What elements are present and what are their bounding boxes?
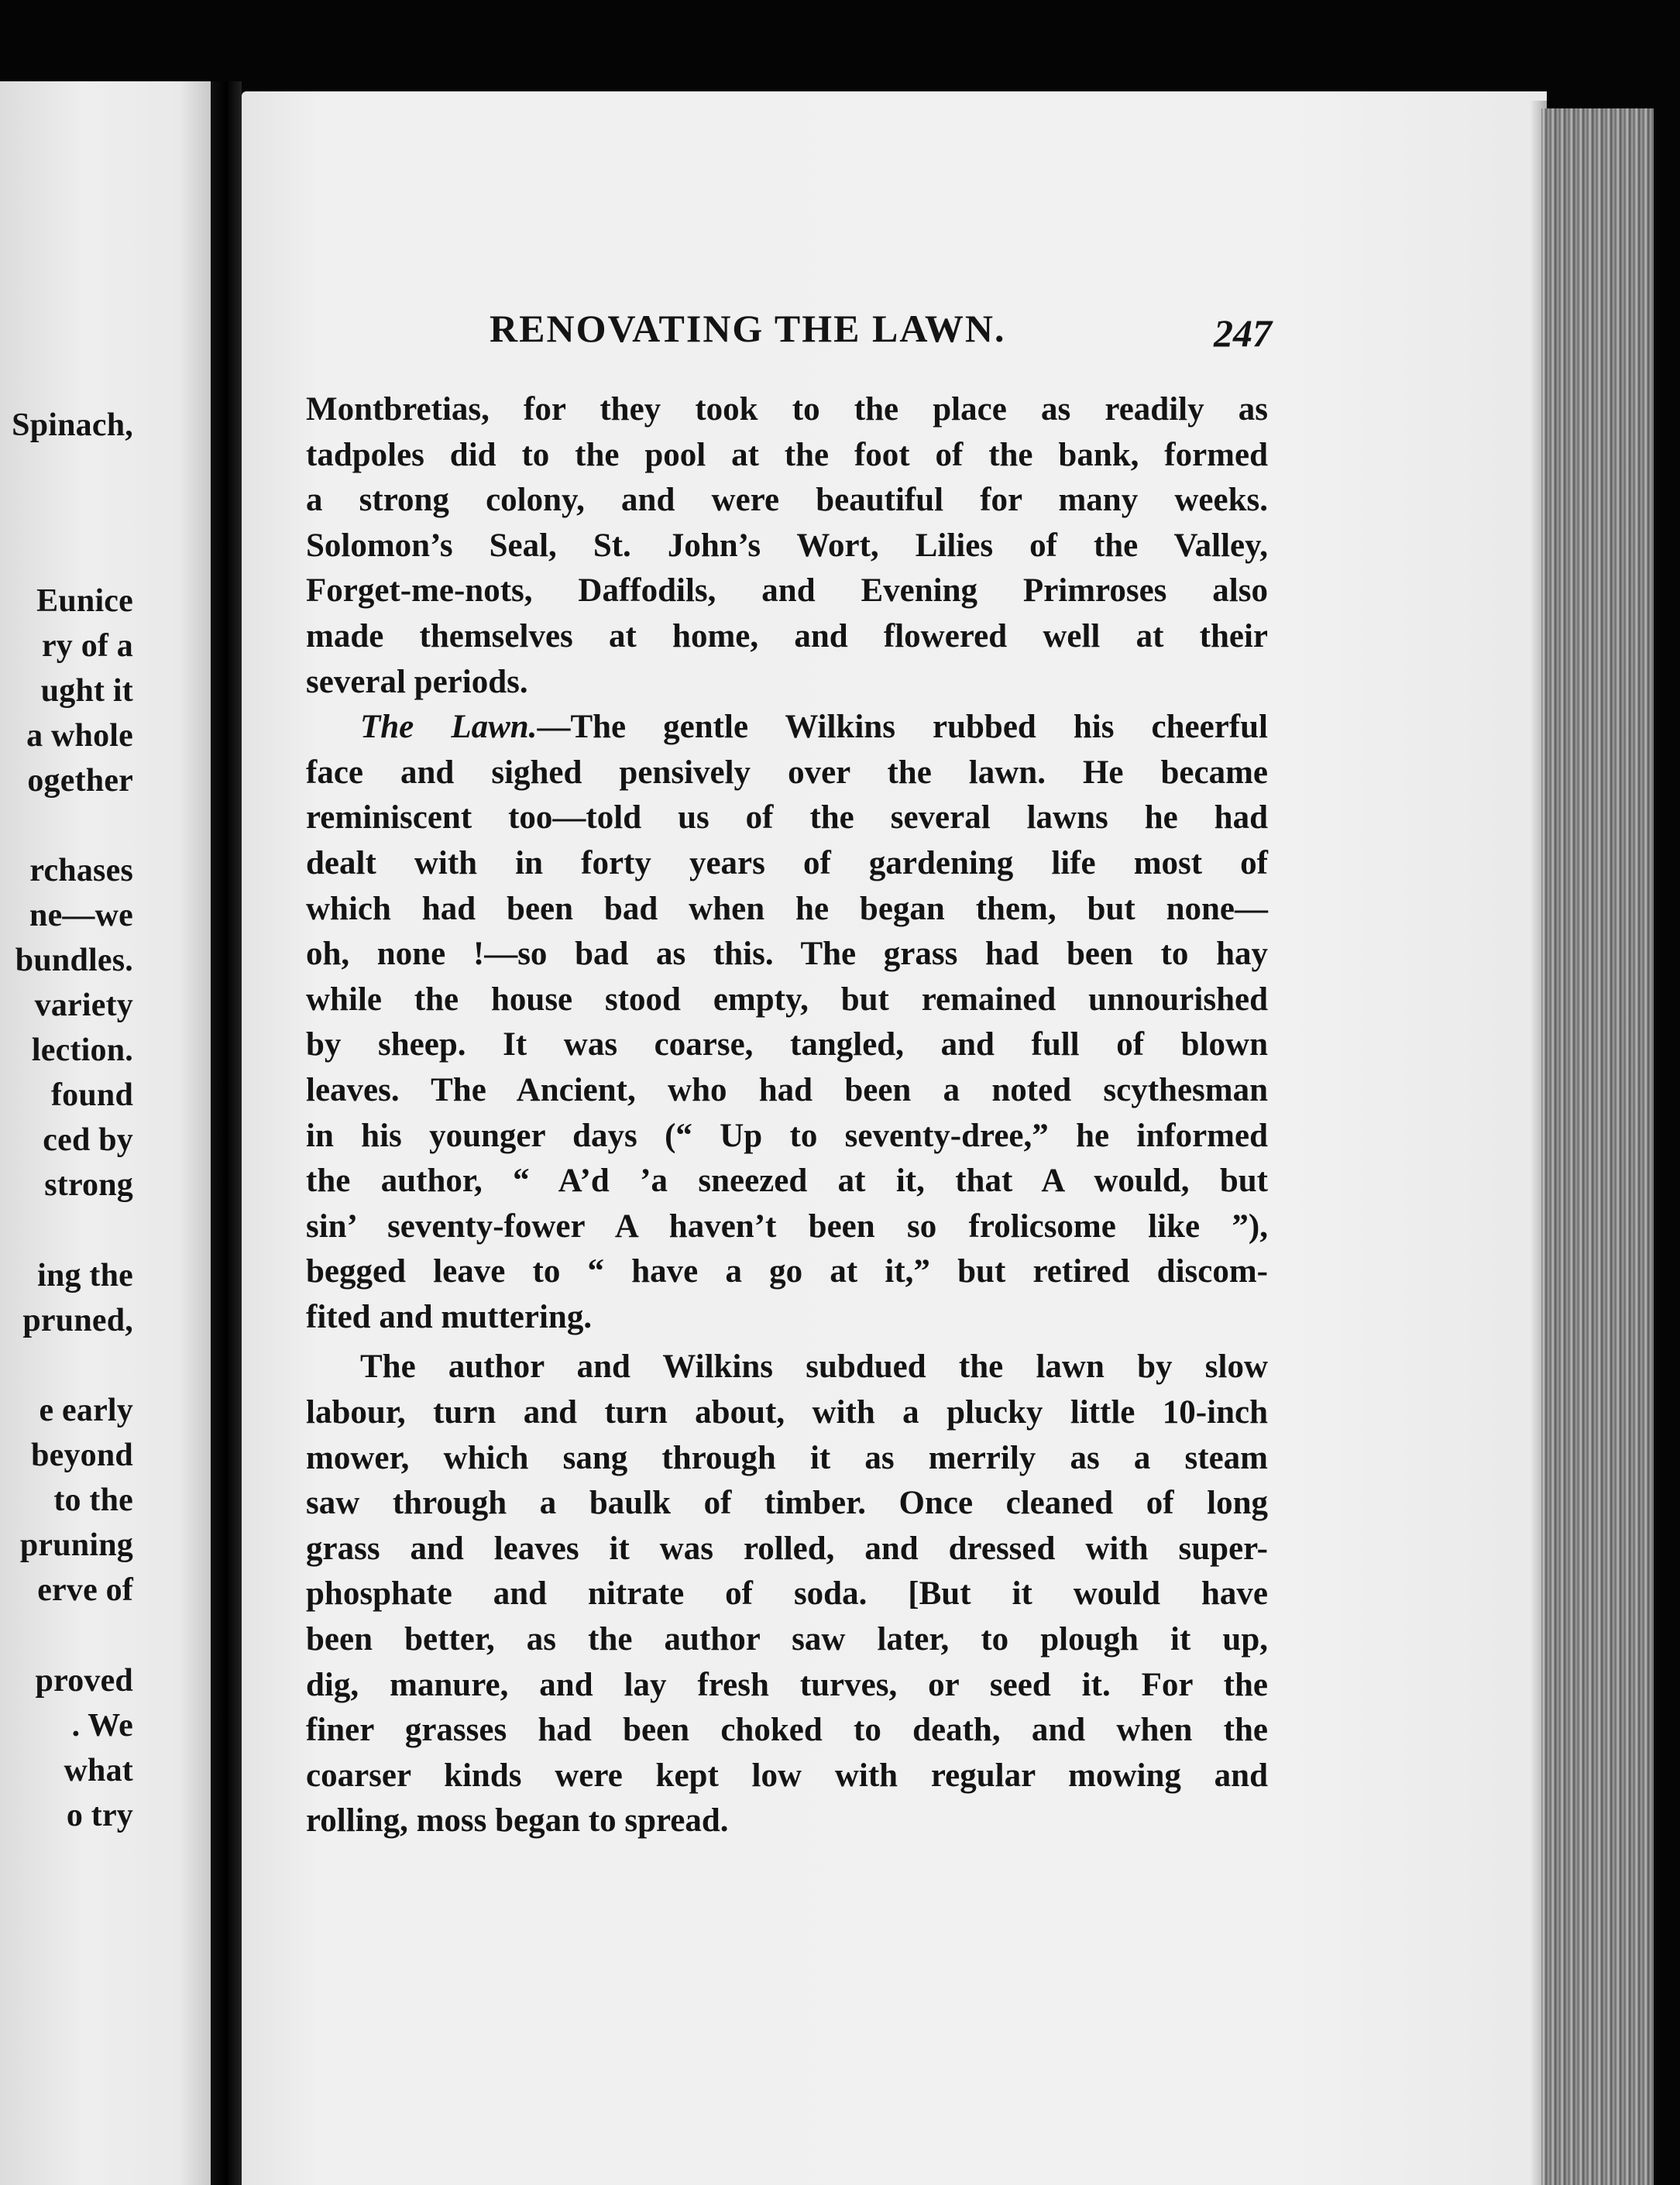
text-line: reminiscent too—told us of the several lawns he had: [306, 799, 1268, 837]
facing-page-left: [0, 81, 211, 2185]
left-page-line: Eunice: [36, 583, 133, 619]
text-line: in his younger days (“ Up to seventy-dree,” he informed: [306, 1117, 1268, 1154]
left-page-line: rchases: [29, 853, 133, 888]
left-page-line: . We: [71, 1708, 133, 1744]
left-page-line: e early: [39, 1393, 133, 1428]
left-page-line: what: [64, 1753, 133, 1788]
text-line: oh, none !—so bad as this. The grass had been to hay: [306, 936, 1268, 973]
left-page-line: a whole: [26, 718, 133, 754]
page-header: [490, 306, 1272, 360]
left-page-line: to the: [53, 1482, 133, 1518]
text-line: mower, which sang through it as merrily as a steam: [306, 1439, 1268, 1476]
left-page-line: beyond: [31, 1438, 133, 1473]
text-line: finer grasses had been choked to death, and when the: [306, 1712, 1268, 1749]
text-line: dealt with in forty years of gardening life most of: [306, 844, 1268, 881]
body-text: [306, 387, 1268, 1844]
left-page-line: ry of a: [41, 628, 133, 664]
left-page-line: variety: [34, 988, 133, 1023]
text-line: leaves. The Ancient, who had been a noted scythesman: [306, 1071, 1268, 1108]
text-line: while the house stood empty, but remained unnourished: [306, 981, 1268, 1018]
text-line: Forget-me-nots, Daffodils, and Evening Primroses also: [306, 572, 1268, 610]
text-line: phosphate and nitrate of soda. [But it would have: [306, 1575, 1268, 1613]
left-page-line: ogether: [27, 763, 133, 799]
left-page-line: lection.: [31, 1032, 133, 1068]
left-page-line: bundles.: [15, 943, 133, 978]
text-line: saw through a baulk of timber. Once cleaned of long: [306, 1485, 1268, 1522]
left-page-line: ing the: [37, 1258, 133, 1293]
text-line: tadpoles did to the pool at the foot of the bank, formed: [306, 436, 1268, 473]
left-page-line: found: [50, 1077, 133, 1113]
running-title: RENOVATING THE LAWN.: [490, 307, 1006, 350]
text-line: sin’ seventy-fower A haven’t been so frolicsome like ”),: [306, 1208, 1268, 1245]
section-heading-the-lawn: The Lawn.: [360, 709, 538, 746]
text-line-lawn-heading: [306, 705, 1268, 751]
left-page-line: strong: [44, 1167, 133, 1203]
text-line: coarser kinds were kept low with regular mowing and: [306, 1757, 1268, 1794]
text-line: dig, manure, and lay fresh turves, or seed it. For the: [306, 1666, 1268, 1703]
left-page-line: ced by: [43, 1122, 133, 1158]
text-line: labour, turn and turn about, with a plucky little 10-inch: [306, 1394, 1268, 1431]
text-line: begged leave to “ have a go at it,” but retired discom-: [306, 1253, 1268, 1290]
text-line: been better, as the author saw later, to plough it up,: [306, 1621, 1268, 1658]
text-line: which had been bad when he began them, but none—: [306, 890, 1268, 927]
text-line: the author, “ A’d ’a sneezed at it, that A would, but: [306, 1163, 1268, 1200]
page-edges: [1541, 108, 1654, 2185]
text-line: several periods.: [306, 663, 528, 700]
left-page-line: pruning: [19, 1527, 133, 1563]
text-line-continuation: —The gentle Wilkins rubbed his cheerful: [537, 709, 1268, 746]
left-page-line: erve of: [37, 1572, 133, 1608]
text-line: face and sighed pensively over the lawn. He became: [306, 754, 1268, 791]
text-line: grass and leaves it was rolled, and dressed with super-: [306, 1530, 1268, 1567]
text-line: Solomon’s Seal, St. John’s Wort, Lilies of the Valley,: [306, 527, 1268, 564]
left-page-line: pruned,: [22, 1303, 133, 1338]
left-page-line: ught it: [40, 673, 133, 709]
page-number: 247: [1214, 311, 1272, 355]
left-page-line: Spinach,: [12, 407, 133, 443]
text-line: by sheep. It was coarse, tangled, and full of blown: [306, 1026, 1268, 1063]
text-line: made themselves at home, and flowered well at their: [306, 617, 1268, 654]
text-line: fited and muttering.: [306, 1298, 593, 1335]
book-gutter: [211, 81, 242, 2185]
text-line: The author and Wilkins subdued the lawn by slow: [360, 1348, 1268, 1386]
text-line: rolling, moss began to spread.: [306, 1802, 729, 1840]
text-line: a strong colony, and were beautiful for many weeks.: [306, 482, 1268, 519]
left-page-line: o try: [66, 1798, 133, 1833]
left-page-line: ne—we: [29, 898, 133, 933]
left-page-line: proved: [35, 1663, 133, 1699]
text-line: Montbretias, for they took to the place as readily as: [306, 391, 1268, 428]
